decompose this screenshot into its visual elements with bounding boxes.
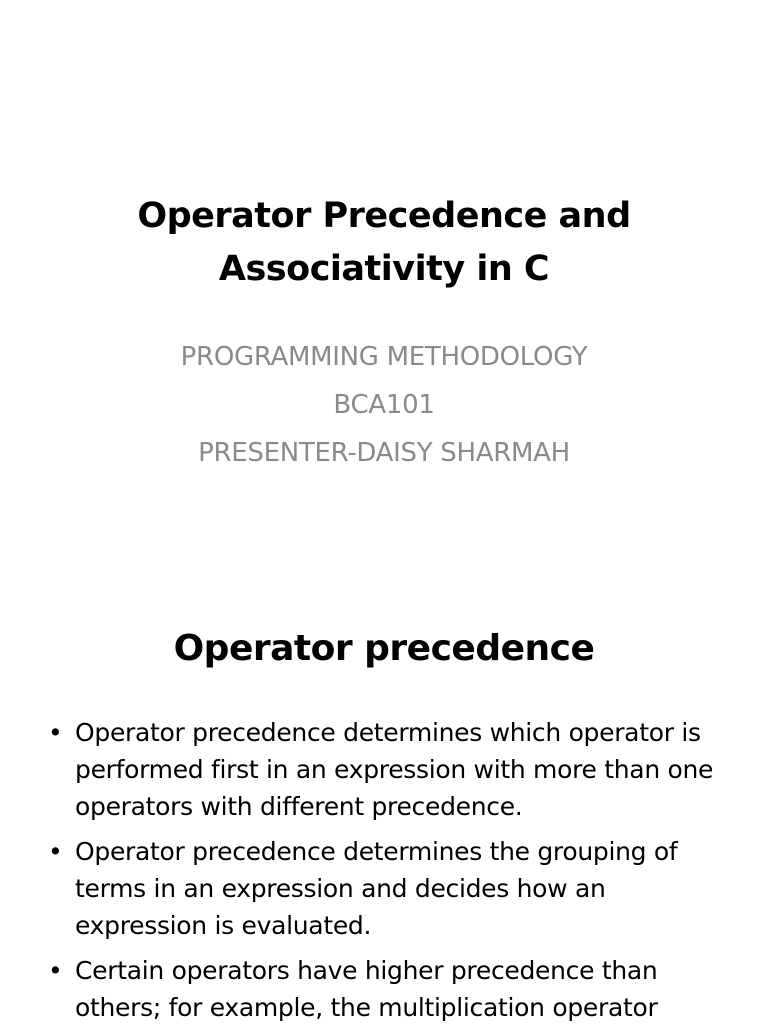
bullet-icon: • [48, 718, 63, 747]
bullet-text: Operator precedence determines which operator is performed first in an expression with more than one operators with different precedence. [75, 718, 714, 821]
slide-heading: Operator precedence [173, 628, 595, 669]
bullet-icon: • [48, 837, 63, 866]
bullet-item [48, 714, 738, 825]
bullet-text: Certain operators have higher precedence than others; for example, the multiplication operator [75, 956, 658, 1022]
bullet-icon: • [48, 956, 63, 985]
bullet-item [48, 833, 738, 944]
content-slide [0, 576, 768, 1024]
slide-subtitle [0, 333, 768, 477]
presenter-name: PRESENTER-DAISY SHARMAH [198, 438, 570, 468]
bullet-list [48, 714, 738, 1024]
bullet-text: Operator precedence determines the grouping of terms in an expression and decides how an expression is evaluated. [75, 837, 678, 940]
course-name: PROGRAMMING METHODOLOGY [180, 342, 588, 372]
title-line-2: Associativity in C [218, 249, 550, 289]
course-code: BCA101 [333, 390, 435, 420]
slide-title [0, 190, 768, 296]
bullet-item [48, 952, 738, 1024]
title-line-1: Operator Precedence and [137, 196, 631, 236]
